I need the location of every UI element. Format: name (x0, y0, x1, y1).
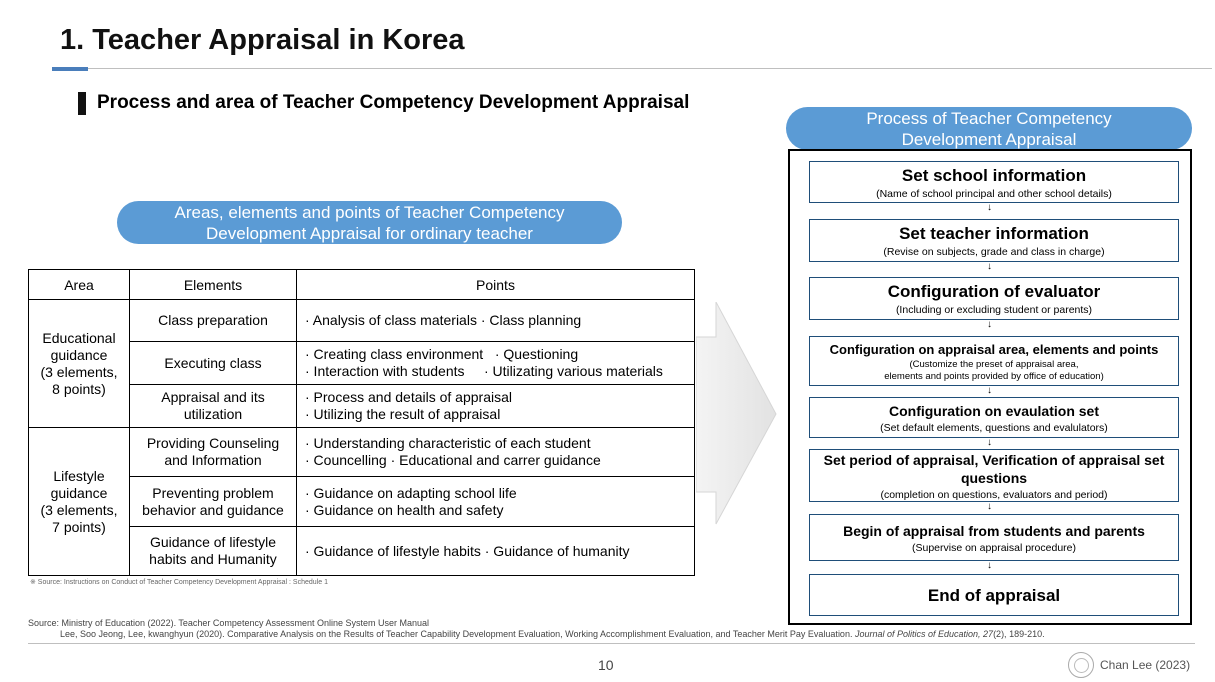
area-cell-line: 8 points) (52, 380, 106, 397)
area-cell-line: guidance (50, 484, 108, 501)
down-arrow-icon: ↓ (987, 501, 992, 512)
area-cell (29, 300, 130, 428)
element-cell (130, 385, 297, 428)
points-cell-line: · Process and details of appraisal (305, 389, 512, 405)
section-subtitle: Process and area of Teacher Competency Development Appraisal (97, 92, 690, 113)
area-cell-line: (3 elements, (40, 501, 118, 518)
process-step-detail: (Set default elements, questions and evalulators) (880, 421, 1108, 434)
points-cell (297, 300, 695, 342)
source-line-2 (28, 629, 1045, 640)
source-line-1: Source: Ministry of Education (2022). Teacher Competency Assessment Online System User Manual (28, 618, 430, 628)
footer-divider (28, 643, 1195, 644)
element-cell (130, 477, 297, 527)
process-step (809, 574, 1179, 616)
area-cell-line: guidance (50, 346, 108, 363)
process-step-detail: (completion on questions, evaluators and period) (880, 488, 1108, 501)
header-elements: Elements (130, 270, 297, 300)
element-cell (130, 428, 297, 477)
title-divider (52, 68, 1212, 69)
header-area: Area (29, 270, 130, 300)
points-cell (297, 428, 695, 477)
process-step-detail: (Supervise on appraisal procedure) (911, 541, 1076, 554)
element-cell-line: utilization (183, 406, 243, 422)
source-line-2-journal: Journal of Politics of Education, 27 (854, 629, 994, 639)
process-step-detail: (Name of school principal and other school details) (876, 187, 1112, 200)
element-cell-line: Executing class (164, 354, 262, 371)
table-header-row (29, 270, 695, 300)
down-arrow-icon: ↓ (987, 261, 992, 272)
element-cell-line: Class preparation (158, 312, 268, 328)
process-step-detail: (Including or excluding student or parents) (895, 304, 1093, 316)
subtitle-marker (78, 92, 86, 115)
points-cell-line: · Interaction with students · Utilizating various materials (305, 363, 663, 379)
footer-sources (28, 618, 1045, 640)
points-cell-line: · Guidance on health and safety (305, 501, 504, 518)
element-cell-line: habits and Humanity (149, 551, 277, 567)
points-cell-line: · Understanding characteristic of each student (305, 435, 591, 451)
element-cell-line: behavior and guidance (142, 501, 284, 518)
source-line-2-text: Lee, Soo Jeong, Lee, kwanghyun (2020). Comparative Analysis on the Results of Teacher Capability Development Evaluation, Working Accomplishment Evaluation, and Teacher Merit Pay Evaluation. (60, 629, 853, 639)
down-arrow-icon: ↓ (987, 437, 992, 448)
process-step-detail: (Revise on subjects, grade and class in charge) (883, 246, 1105, 258)
process-step-detail: elements and points provided by office of education) (884, 370, 1104, 382)
process-heading-pill (786, 107, 1192, 150)
element-cell (130, 342, 297, 385)
title-accent-bar (52, 67, 88, 71)
process-step (809, 277, 1179, 320)
areas-heading-line1: Areas, elements and points of Teacher Competency (174, 202, 565, 222)
page-number: 10 (598, 657, 614, 673)
element-cell (130, 527, 297, 576)
process-step-title: Configuration of evaluator (887, 282, 1101, 301)
process-heading-line2: Development Appraisal (901, 129, 1077, 149)
source-line-2-issue: (2), 189-210. (993, 629, 1045, 639)
table-source-note: ※ Source: Instructions on Conduct of Teacher Competency Development Appraisal : Schedule 1 (30, 579, 328, 586)
slide-title: 1. Teacher Appraisal in Korea (60, 24, 465, 56)
process-step-title: End of appraisal (927, 585, 1061, 605)
points-cell (297, 342, 695, 385)
process-step-title: Set period of appraisal, Verification of appraisal set questions (823, 451, 1165, 486)
area-cell-line: Educational (42, 329, 116, 346)
points-cell-line: · Guidance on adapting school life (305, 484, 517, 501)
process-step-title: Configuration on appraisal area, elements and points (829, 341, 1159, 357)
points-cell-line: · Creating class environment · Questioning (305, 346, 579, 362)
element-cell-line: Preventing problem (152, 484, 274, 501)
author-credit: Chan Lee (2023) (1100, 658, 1191, 672)
points-cell-line: · Councelling · Educational and carrer guidance (305, 452, 601, 468)
element-cell-line: Guidance of lifestyle (149, 534, 277, 550)
area-cell-line: (3 elements, (40, 363, 118, 380)
area-cell-line: 7 points) (52, 518, 106, 535)
area-cell-line: Lifestyle (53, 467, 105, 484)
down-arrow-icon: ↓ (987, 385, 992, 396)
area-cell (29, 428, 130, 576)
process-step (809, 449, 1179, 502)
process-step-title: Set teacher information (899, 224, 1089, 243)
points-cell (297, 527, 695, 576)
process-step (809, 336, 1179, 386)
points-cell (297, 477, 695, 527)
down-arrow-icon: ↓ (987, 560, 992, 571)
areas-heading-pill (117, 201, 622, 244)
points-cell-line: · Guidance of lifestyle habits · Guidance of humanity (305, 542, 630, 559)
element-cell-line: Appraisal and its (161, 389, 265, 405)
university-seal-icon (1068, 652, 1094, 678)
process-step-detail: (Customize the preset of appraisal area, (909, 358, 1079, 370)
down-arrow-icon: ↓ (987, 319, 992, 330)
process-step-title: Configuration on evaulation set (888, 402, 1099, 419)
process-step (809, 219, 1179, 262)
flow-arrow-icon (696, 302, 780, 527)
element-cell-line: Providing Counseling (146, 435, 280, 451)
areas-table (28, 269, 695, 576)
table-row (29, 300, 695, 342)
process-heading-line1: Process of Teacher Competency (866, 108, 1112, 128)
points-cell (297, 385, 695, 428)
points-cell-line: · Utilizing the result of appraisal (305, 406, 501, 422)
down-arrow-icon: ↓ (987, 202, 992, 213)
table-body (29, 300, 695, 576)
header-points: Points (297, 270, 695, 300)
element-cell (130, 300, 297, 342)
process-step-title: Begin of appraisal from students and parents (843, 522, 1145, 539)
process-step (809, 161, 1179, 203)
areas-heading-line2: Development Appraisal for ordinary teacher (206, 223, 533, 243)
process-step-title: Set school information (901, 165, 1087, 185)
table-row (29, 428, 695, 477)
points-cell-line: · Analysis of class materials · Class planning (305, 312, 582, 328)
process-step (809, 514, 1179, 561)
element-cell-line: and Information (164, 452, 262, 468)
process-step (809, 397, 1179, 438)
